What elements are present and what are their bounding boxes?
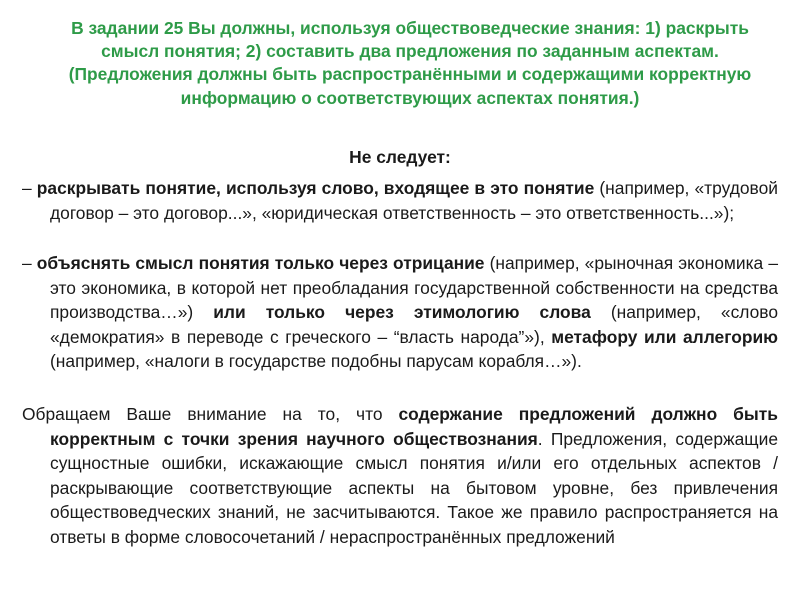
rule-1-dash: – <box>22 178 37 198</box>
rule-2-bold-3: метафору или аллегорию <box>551 326 779 347</box>
attention-text-2: . Предложения, содержащие сущностные ошибки, искажающие смысл понятия и/или его отдельных аспектов / раскрывающие соответствующие аспекты на бытовом уровне, без привлечения обществоведческих знаний, не засчитываются. Такое же правило распространяется на ответы в форме словосочетаний / нераспространённых предложений <box>50 428 779 547</box>
rule-2-text-3: (например, «налоги в государстве подобны парусам корабля…»). <box>50 351 582 372</box>
rule-2-text-2: (например, «слово «демократия» в переводе с греческого – “власть народа”»), <box>50 302 778 347</box>
rule-2-bold-2: или только через этимологию слова <box>213 302 591 323</box>
attention-text-1: Обращаем Ваше внимание на то, что <box>22 404 399 424</box>
rule-2-dash: – <box>22 253 37 273</box>
rule-paragraph-2 <box>22 251 778 374</box>
rule-2-text-1: (например, «рыночная экономика – это экономика, в которой нет преобладания государственной собственности на средства производства…») <box>50 253 778 323</box>
heading-not-allowed: Не следует: <box>349 147 451 167</box>
rule-2-bold-1: объяснять смысл понятия только через отрицание <box>36 253 485 273</box>
rule-1-bold: раскрывать понятие, используя слово, входящее в это понятие <box>36 178 595 198</box>
attention-bold: содержание предложений должно быть корректным с точки зрения научного обществознания <box>50 404 778 449</box>
rule-1-text: (например, «трудовой договор – это договор...», «юридическая ответственность – это ответственность...»); <box>50 178 778 223</box>
intro-text: В задании 25 Вы должны, используя обществоведческие знания: 1) раскрыть смысл понятия; 2) составить два предложения по заданным аспектам. (Предложения должны быть распространёнными и содержащими корректную информацию о соответствующих аспектах понятия.) <box>68 18 752 108</box>
rule-paragraph-1 <box>22 176 778 225</box>
attention-paragraph <box>22 402 778 550</box>
